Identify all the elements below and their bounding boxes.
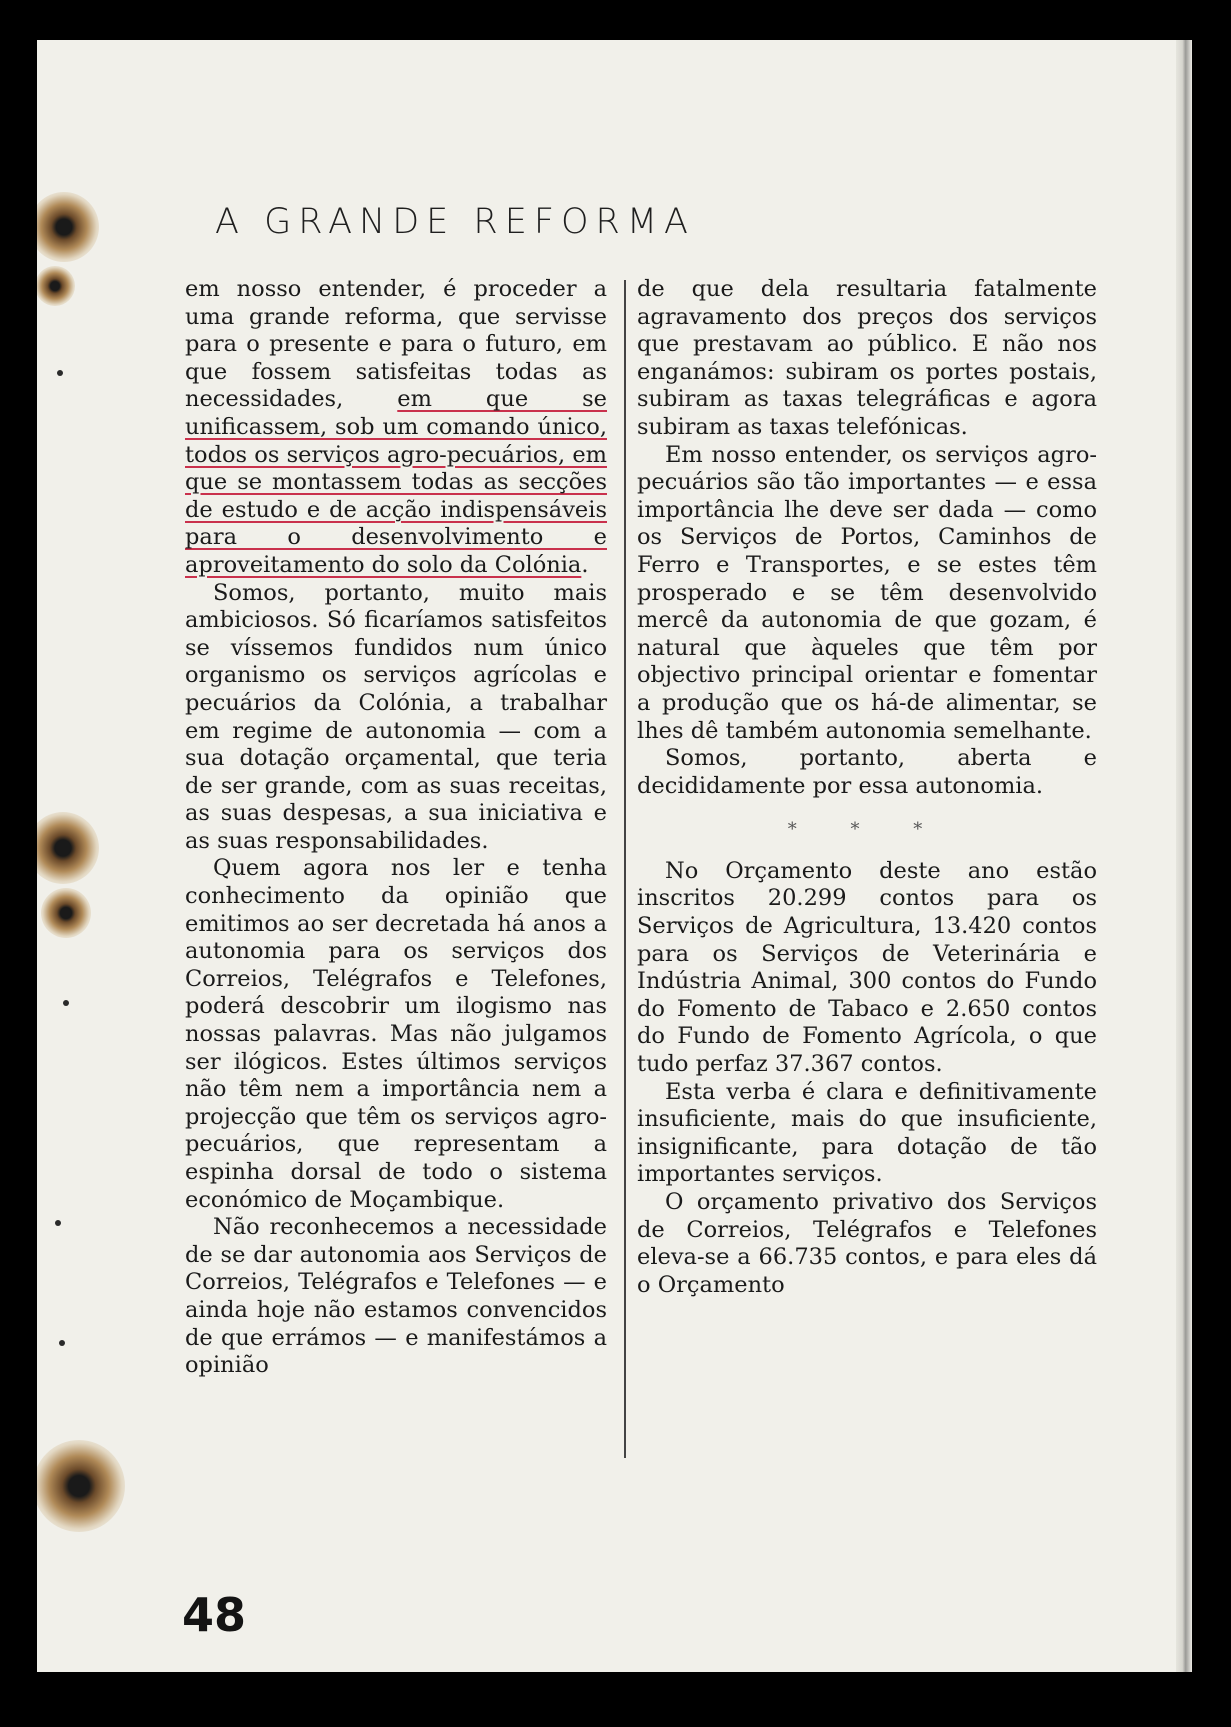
punch-hole-top: [37, 192, 99, 262]
punch-hole-top-small: [37, 266, 75, 306]
paragraph: Somos, portanto, muito mais ambiciosos. Só ficaríamos satisfeitos se víssemos fundidos num único organismo os serviços agrícolas e pecuários da Colónia, a trabalhar em regime de autonomia — com a sua dotação orçamental, que teria de ser grande, com as suas receitas, as suas despesas, a sua iniciativa e as suas responsabilidades.: [185, 579, 607, 854]
ink-speck: [55, 1220, 61, 1226]
ink-speck: [57, 370, 63, 376]
paragraph: [185, 276, 607, 580]
paragraph: Esta verba é clara e definitivamente insuficiente, mais do que insuficiente, insignificante, para dotação de tão importantes serviços.: [637, 1078, 1097, 1188]
column-divider: [624, 280, 626, 1458]
paragraph: de que dela resultaria fatalmente agravamento dos preços dos serviços que prestavam ao público. E não nos enganámos: subiram os portes postais, subiram as taxas telegráficas e agora subiram as taxas telefónicas.: [637, 276, 1097, 440]
punch-hole-middle: [37, 812, 99, 884]
punch-hole-middle-small: [41, 888, 91, 938]
paragraph: Em nosso entender, os serviços agro-pecuários são tão importantes — e essa importância lhe deve ser dada — como os Serviços de Portos, Caminhos de Ferro e Transportes, e se estes têm prosperado e se têm desenvolvido mercê da autonomia de que gozam, é natural que àqueles que têm por objectivo principal orientar e fomentar a produção que os há-de alimentar, se lhes dê também autonomia semelhante.: [637, 441, 1097, 744]
paragraph: Não reconhecemos a necessidade de se dar autonomia aos Serviços de Correios, Telégrafos e Telefones — e ainda hoje não estamos convencidos de que errámos — e manifestámos a opinião: [185, 1214, 607, 1379]
section-separator: * * *: [787, 819, 947, 841]
page-edge-shadow: [1176, 40, 1192, 1672]
paragraph: O orçamento privativo dos Serviços de Correios, Telégrafos e Telefones eleva-se a 66.735 contos, e para eles dá o Orçamento: [637, 1189, 1097, 1298]
running-title: A GRANDE REFORMA: [215, 202, 695, 242]
ink-speck: [59, 1340, 65, 1346]
punch-hole-bottom: [37, 1440, 125, 1532]
ink-speck: [63, 1000, 69, 1006]
paragraph: No Orçamento deste ano estão inscritos 20.299 contos para os Serviços de Agricultura, 13.420 contos para os Serviços de Veterinária e Indústria Animal, 300 contos do Fundo do Fomento de Tabaco e 2.650 contos do Fundo de Fomento Agrícola, o que tudo perfaz 37.367 contos.: [637, 857, 1097, 1078]
paragraph-text: .: [581, 551, 589, 578]
text-column-left: [185, 276, 607, 1380]
paragraph-text: em nosso entender, é proceder a uma grande reforma, que servisse para o presente e para o futuro, em que fossem satisfeitas todas as necessidades,: [185, 276, 607, 413]
paragraph: Somos, portanto, aberta e decididamente por essa autonomia.: [637, 745, 1097, 799]
paragraph: Quem agora nos ler e tenha conhecimento da opinião que emitimos ao ser decretada há anos a autonomia para os serviços dos Correios, Telégrafos e Telefones, poderá descobrir um ilogismo nas nossas palavras. Mas não julgamos ser ilógicos. Estes últimos serviços não têm nem a importância nem a projecção que têm os serviços agro-pecuários, que representam a espinha dorsal de todo o sistema económico de Moçambique.: [185, 855, 607, 1213]
pen-underlined-passage: em que se unificassem, sob um comando único, todos os serviços agro-pecuários, em que se montassem todas as secções de estudo e de acção indispensáveis para o desenvolvimento e aproveitamento do solo da Colónia: [185, 386, 608, 578]
page-number: 48: [182, 1588, 247, 1642]
text-column-right: [637, 276, 1097, 1299]
